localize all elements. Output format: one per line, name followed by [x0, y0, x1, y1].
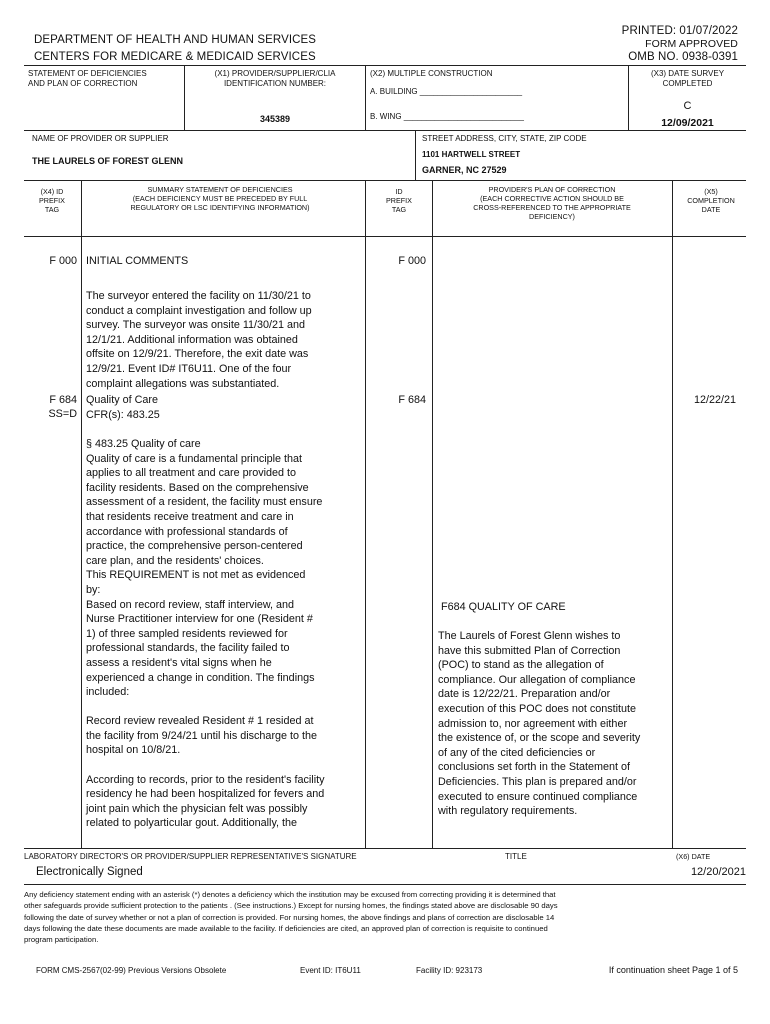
date-label: (X6) DATE [676, 852, 711, 861]
plan-title: F684 QUALITY OF CARE [441, 601, 566, 613]
printed-date: PRINTED: 01/07/2022 [621, 25, 738, 37]
signature-label: LABORATORY DIRECTOR'S OR PROVIDER/SUPPLIER REPRESENTATIVE'S SIGNATURE [24, 852, 357, 861]
provider-id-value: 345389 [259, 114, 291, 124]
f684-title: Quality of Care CFR(s): 483.25 [86, 394, 160, 421]
signature-top-border [24, 848, 746, 849]
col-header-x4: (X4) ID PREFIX TAG [39, 187, 65, 214]
address-city: GARNER, NC 27529 [422, 165, 507, 175]
survey-date-letter: C [683, 100, 692, 112]
statement-label: STATEMENT OF DEFICIENCIES AND PLAN OF CORRECTION [28, 69, 147, 88]
event-id: Event ID: IT6U11 [300, 966, 361, 975]
column-header-divider [24, 236, 746, 237]
plan-text: The Laurels of Forest Glenn wishes to have this submitted Plan of Correction (POC) to stand as the allegation of compliance. Our allegation of compliance date is 12/22/21. Preparation and/or execution of this POC does not constitute admission to, nor agreement with either the existence of, or the scope and severity of any of the cited deficiencies or conclusions set forth in the Statement of Deficiencies. This plan is prepared and/or executed to ensure continued compliance with regulatory requirements. [438, 630, 641, 818]
f684-text: § 483.25 Quality of care Quality of care is a fundamental principle that applies to all treatment and care provided to facility residents. Based on the comprehensive assessment of a resident, the facility must ensure that residents receive treatment and care in accordance with professional standards of practice, the comprehensive person-centered care plan, and the residents' choices. This REQUIREMENT is not met as evidenced by: Based on record review, staff interview, and Nurse Practitioner interview for one (Resident # 1) of three sampled residents reviewed for professional standards, the facility failed to assess a resident's vital signs when he experienced a change in condition. The findings included: Record review revealed Resident # 1 resided at the facility from 9/24/21 until his discharge to the hospital on 10/8/21. According to records, prior to the resident's facility residency he had been hospitalized for fevers and joint pain which the physician felt was possibly related to polyarticular gout. Additionally, the [86, 438, 325, 830]
provider-id-label: (X1) PROVIDER/SUPPLIER/CLIA IDENTIFICATION NUMBER: [214, 69, 336, 88]
col-header-summary: SUMMARY STATEMENT OF DEFICIENCIES (EACH DEFICIENCY MUST BE PRECEDED BY FULL REGULATORY OR LSC IDENTIFYING INFORMATION) [130, 185, 310, 212]
provider-name: THE LAURELS OF FOREST GLENN [32, 156, 184, 166]
tag-f684: F 684 [49, 394, 77, 406]
signature-value: Electronically Signed [36, 866, 143, 878]
id-tag-f684: F 684 [398, 394, 426, 406]
department-title: DEPARTMENT OF HEALTH AND HUMAN SERVICES [34, 34, 317, 46]
completion-date: 12/22/21 [693, 394, 736, 406]
tag-f000: F 000 [49, 255, 77, 267]
wing-field: B. WING ___________________________ [370, 112, 524, 121]
multiple-construction-label: (X2) MULTIPLE CONSTRUCTION [370, 69, 493, 78]
table-row-divider [24, 130, 746, 131]
f000-text: The surveyor entered the facility on 11/30/21 to conduct a complaint investigation and follow up survey. The surveyor was onsite 11/30/21 and 12/1/21. Additional information was obtained offsite on 12/9/21. Therefore, the exit date was 12/9/21. Event ID# IT6U11. One of the four complaint allegations was substantiated. [86, 290, 312, 390]
severity-ss: SS=D [48, 408, 77, 420]
form-approved: FORM APPROVED [645, 38, 738, 50]
facility-id: Facility ID: 923173 [416, 966, 483, 975]
omb-number: OMB NO. 0938-0391 [628, 51, 738, 63]
table-col-divider [415, 130, 416, 180]
title-label: TITLE [505, 852, 527, 861]
body-col-divider [81, 180, 82, 848]
signature-date: 12/20/2021 [690, 866, 746, 878]
provider-name-label: NAME OF PROVIDER OR SUPPLIER [32, 134, 169, 143]
table-row-divider [24, 180, 746, 181]
page-indicator: If continuation sheet Page 1 of 5 [608, 965, 738, 975]
table-col-divider [365, 65, 366, 130]
id-tag-f000: F 000 [398, 255, 426, 267]
survey-date-value: 12/09/2021 [661, 117, 714, 129]
signature-bottom-border [24, 884, 746, 885]
address-label: STREET ADDRESS, CITY, STATE, ZIP CODE [422, 134, 587, 143]
address-street: 1101 HARTWELL STREET [422, 150, 521, 159]
col-header-x5: (X5) COMPLETION DATE [687, 187, 735, 214]
body-col-divider [432, 180, 433, 848]
col-header-id: ID PREFIX TAG [386, 187, 412, 214]
disclaimer-text: Any deficiency statement ending with an asterisk (*) denotes a deficiency which the institution may be excused from correcting providing it is determined that other safeguards provide sufficient protection to the patients . (See instructions.) Except for nursing homes, the findings stated above are disclosable 90 days following the date of survey whether or not a plan of correction is provided. For nursing homes, the above findings and plans of correction are disclosable 14 days following the date these documents are made available to the facility. If deficiencies are cited, an approved plan of correction is requisite to continued program participation. [24, 890, 558, 945]
agency-title: CENTERS FOR MEDICARE & MEDICAID SERVICES [34, 51, 316, 63]
building-field: A. BUILDING _______________________ [370, 87, 523, 96]
table-col-divider [184, 65, 185, 130]
form-number: FORM CMS-2567(02-99) Previous Versions Obsolete [36, 966, 227, 975]
f000-title: INITIAL COMMENTS [86, 255, 189, 267]
survey-date-label: (X3) DATE SURVEY COMPLETED [650, 69, 725, 88]
col-header-plan: PROVIDER'S PLAN OF CORRECTION (EACH CORRECTIVE ACTION SHOULD BE CROSS-REFERENCED TO THE APPROPRIATE DEFICIENCY) [473, 185, 631, 221]
table-top-border [24, 65, 746, 66]
body-col-divider [672, 180, 673, 848]
body-col-divider [365, 180, 366, 848]
